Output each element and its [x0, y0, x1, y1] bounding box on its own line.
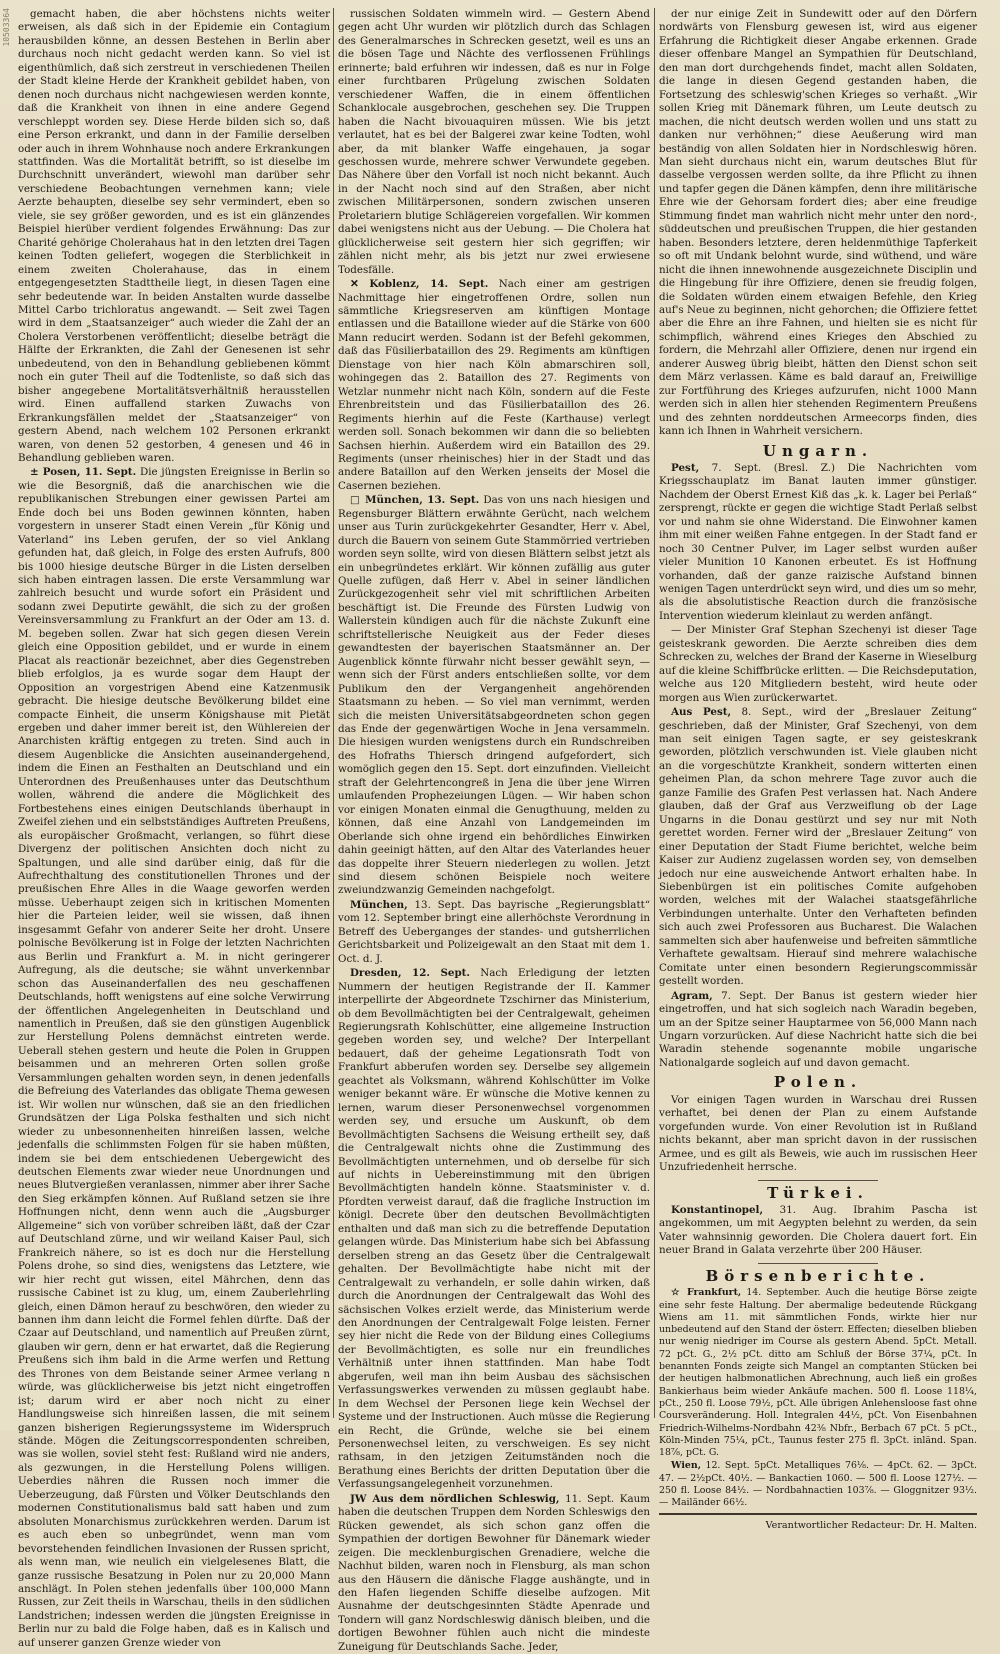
editor-credit: Verantwortlicher Redacteur: Dr. H. Malten. — [765, 1519, 977, 1531]
column-rule — [654, 8, 655, 1418]
report-wien — [659, 1460, 977, 1509]
article-dresden — [338, 967, 650, 1492]
column-2 — [338, 8, 651, 1653]
article-muenchen-text: Das von uns nach hiesigen und Regensburger Blättern erwähnte Gerücht, nach welchem unser aus Turin zurückgekehrter Gesandter, Herr v. Abel, durch die Bauern von seinem Gute Stammörried vertrieben worden seyn sollte, wird von diesen Blättern selbst jetzt als ein unbegründetes erklärt. Wir können zufällig aus guter Quelle zufügen, daß Herr v. Abel in seiner ländlichen Zurückgezogenheit sehr viel mit schriftlichen Arbeiten beschäftigt ist. Die Freunde des Fürsten Ludwig von Wallerstein kündigen auch für die nächste Zukunft eine schriftstellerische Neuigkeit aus der Feder dieses gewandtesten der bayerischen Staatsmänner an. Der Augenblick könnte fürwahr nicht besser gewählt seyn, — wenn sich der Fürst anders entschließen sollte, vor dem Publikum den der Vergangenheit angehörenden Staatsmann zu heben. — So viel man vernimmt, werden sich die meisten Universitätsabgeordneten schon gegen das Ende der gegenwärtigen Woche in Jena versammeln. Die hiesigen wurden wenigstens durch ein Rundschreiben des Hofraths Thiersch dringend aufgefordert, sich womöglich gegen den 15. Sept. dort einzufinden. Vielleicht straft der Gelehrtencongreß in Jena die über jene Wirren umlaufenden Prophezeiungen Lügen. — Wir haben schon vor einigen Monaten einmal die Genugthuung, melden zu können, daß eine Anzahl von Landgemeinden im Oberlande sich ohne irgend ein behördliches Einwirken dahin geeinigt hätten, auf den Altar des Vaterlandes heuer das doppelte ihrer Steuern niederlegen zu wollen. Jetzt sind diesem schönen Beispiele noch weitere zweiundzwanzig Gemeinden nachgefolgt. — [338, 494, 650, 897]
column-1 — [18, 8, 330, 1649]
article-pest-szechenyi: — Der Minister Graf Stephan Szechenyi ist dieser Tage geisteskrank geworden. Die Aerzte schreiben dies dem Schrecken zu, welches der Brand der Kaserne in Wieselburg auf die kleine Schiffbrücke erlitten. — Die Reichsdeputation, welche aus 120 Mitgliedern besteht, wird heute oder morgen aus Wien zurückerwartet. — [659, 624, 977, 704]
divider — [758, 1180, 878, 1181]
article-berlin-continued: russischen Soldaten wimmeln wird. — Gestern Abend gegen acht Uhr wurden wir plötzlich durch das Schlagen des Generalmarsches in Schrecken gesetzt, weil es uns an die bösen Tage und Nächte des verflossenen Frühlings erinnerte; bald erfuhren wir indessen, daß es nur in Folge einer furchtbaren Prügelung zwischen Soldaten verschiedener Waffen, die in einem öffentlichen Schanklocale ausgebrochen, geschehen sey. Die Truppen haben die Nacht bivouaquiren müssen. Wie bis jetzt verlautet, hat es bei der Balgerei zwar keine Todten, wohl aber, da mit blanker Waffe eingehauen, ja sogar geschossen wurde, mehrere schwer Verwundete gegeben. Das Nähere über den Vorfall ist noch nicht bekannt. Auch in der Nacht noch sind auf den Straßen, aber nicht zwischen Militärpersonen, sondern zwischen unseren Proletariern blutige Schlägereien vorgefallen. Wir kommen dabei wenigstens nicht aus der Uebung. — Die Cholera hat glücklicherweise seit gestern hier sich gegriffen; wir zählen nicht mehr, als bis jetzt nur zwei erwiesene Todesfälle. — [338, 8, 650, 276]
article-koblenz-text: Nach einer am gestrigen Nachmittage hier eingetroffenen Ordre, sollen nun sämmtliche Kriegsreserven am künftigen Montage entlassen und die Bataillone wieder auf die Stärke von 600 Mann reducirt werden. Sodann ist der Befehl gekommen, daß das Füsilierbataillon des 29. Regiments am künftigen Dienstage von hier nach Köln abmarschiren soll, wohingegen das 2. Bataillon des 27. Regiments von Wetzlar nunmehr nicht nach Köln, sondern auf die Feste Ehrenbreitstein und das Füsilierbataillon des 26. Regiments hierhin auf die Feste (Karthause) verlegt werden soll. Sonach bekommen wir dann die so beliebten Sachsen hierhin. Außerdem wird ein Bataillon des 29. Regiments (unser rheinisches) hier in der Stadt und das andere Bataillon auf den Werken jenseits der Mosel die Casernen beziehen. — [338, 278, 651, 492]
dateline-muenchen: □ München, 13. Sept. — [350, 494, 480, 507]
column-3 — [659, 8, 977, 1531]
article-aus-pest — [659, 706, 977, 989]
section-heading-boersenberichte: Börsenberichte. — [705, 1266, 931, 1285]
dateline-konstantinopel: Konstantinopel, — [671, 1203, 764, 1216]
dateline-wien: Wien, — [671, 1460, 701, 1472]
dateline-schleswig: JW Aus dem nördlichen Schleswig, — [350, 1492, 560, 1505]
column-rule — [333, 8, 334, 1418]
dateline-koblenz: ✕ Koblenz, 14. Sept. — [350, 278, 489, 291]
dateline-frankfurt: ☆ Frankfurt, — [671, 1287, 742, 1299]
article-pest-text: 7. Sept. (Bresl. Z.) Die Nachrichten vom Kriegsschauplatz im Banat lauten immer günstiger. Nachdem der Oberst Ernest Kiß das „k. k. Lager bei Perlaß“ zersprengt, rückte er gegen die wichtige Stadt Perlaß selbst vor und nahm sie ohne Widerstand. Die Einwohner kamen ihm mit einer weißen Fahne entgegen. In der Stadt fand er noch 30 Centner Pulver, im Lager selbst wurden außer vieler Munition 10 Kanonen erbeutet. Es ist Hoffnung vorhanden, daß der ganze raizische Aufstand binnen wenigen Tagen unterdrückt seyn wird, und dies um so mehr, als die absolutistische Reaction durch die französische Intervention wiederum kleinlaut zu werden anfängt. — [659, 461, 977, 622]
library-stamp: 10503364 — [2, 8, 11, 47]
article-muenchen — [338, 494, 650, 898]
article-posen-text: Die jüngsten Ereignisse in Berlin so wie die Besorgniß, daß die anarchischen wie die republikanischen Strebungen einer gewissen Partei am Ende doch bei uns Boden gewinnen könnten, haben vorgestern in unserer Stadt einen Verein „für König und Vaterland“ ins Leben gerufen, der so viel Anklang gefunden hat, daß gleich, in Folge des ersten Aufrufs, 800 bis 1000 hiesige deutsche Bürger in die Listen derselben sich haben eintragen lassen. Die erste Versammlung war zahlreich besucht und wurde sofort ein Präsident und sodann zwei Deputirte gewählt, die sich zu der großen Vereinsversammlung zu Frankfurt an der Oder am 13. d. M. begeben sollen. Zwar hat sich gegen diesen Verein gleich eine Opposition gebildet, und er wurde in einem Placat als reactionär bezeichnet, aber dies Gegenstreben blieb erfolglos, ja es wurde sogar dem Haupt der Opposition an vorgestrigen Abend eine Katzenmusik gebracht. Die hiesige deutsche Bevölkerung bildet eine compacte Einheit, die unserm Königshause mit Pietät ergeben und daher immer bereit ist, den Wühlereien der Anarchisten kräftig entgegen zu treten. Sind auch in diesem Augenblicke die Ansichten auseinandergehend, indem die Einen an Festhalten an Deutschland und ein Unterordnen des Preußenhauses unter das Deutschthum wollen, während die andere die Möglichkeit des Fortbestehens eines einigen Deutschlands überhaupt in Zweifel ziehen und ein selbstständiges Auftreten Preußens, als europäischer Großmacht, verlangen, so führt diese Divergenz der politischen Ansichten doch nicht zu Spaltungen, und alle sind darüber einig, daß für die Aufrechthaltung des constitutionellen Thrones und der preußischen Ehre Alles in die Waage geworfen werden müsse. Ueberhaupt zeigen sich in kritischen Momenten hier die Parteien leider, weil sie wissen, daß ihnen insgesammt Gefahr von anderer Seite her droht. Unsere polnische Bevölkerung ist in Folge der letzten Nachrichten aus Berlin und Frankfurt a. M. in nicht geringerer Aufregung, als die deutsche; sie wähnt unverkennbar schon das Auseinanderfallen des neu geschaffenen Deutschlands, hofft wenigstens auf eine solche Verwirrung der öffentlichen Angelegenheiten in Deutschland und namentlich in Preußen, daß sie den günstigen Augenblick zur Herstellung Polens demnächst eintreten werde. Ueberall stehen gestern und heute die Polen in Gruppen beisammen und an mehreren Orten sollen große Versammlungen gehalten worden seyn, in denen jedenfalls die Befreiung des Vaterlandes das obligate Thema gewesen ist. Wir wollen nur wünschen, daß sie an den friedlichen Grundsätzen der Liga Polska festhalten und sich nicht wieder zu unbesonnenheiten hinreißen lassen, welche jedenfalls die schlimmsten Folgen für sie haben müßten, indem sie bei dem entschiedenen Uebergewicht des deutschen Elements zwar wieder neue Unordnungen und neues Blutvergießen veranlassen, nimmer aber ihrer Sache den Sieg erkämpfen können. Auf Rußland setzen sie ihre Hoffnungen nicht, denn wenn auch die „Augsburger Allgemeine“ sich von vorüber schreiben läßt, daß der Czar auf Deutschland zürne, und wir weiland Kaiser Paul, sich Frankreich nähere, so ist es doch nur die Herstellung Polens drohe, so sind dies, wenigstens das Letztere, wie wir hier recht gut wissen, eitel Mährchen, denn das russische Cabinet ist zu klug, um, einem Zauberlehrling gleich, einen Dämon herauf zu beschwören, den wieder zu bannen ihm dann leicht die Formel fehlen dürfte. Daß der Czaar auf Deutschland, und namentlich auf Preußen zürnt, glauben wir gern, denn er hat erwartet, daß die Regierung Preußens sich ihm bald in die Arme werfen und Rettung des Thrones von dem Beistande seiner Armee verlang n würde, was glücklicherweise bis jetzt nicht eingetroffen ist; darum wird er aber noch nicht zu einer Handlungsweise sich hinreißen lassen, die mit seinem ganzen bisherigen Regierungssysteme im Widerspruch stände. Mögen die Zeitungscorrespondenten schreiben, was sie wollen, soviel steht fest: Rußland wird nie anders, als gezwungen, in die Herstellung Polens willigen. Ueberdies nähren die Russen noch immer die Ueberzeugung, daß Fürsten und Völker Deutschlands den modernen Constitutionalismus bald satt haben und zum absoluten Monarchismus zurückkehren werden. Darum ist es auch eben so unbegründet, wenn man vom bevorstehenden feindlichen Invasionen der Russen spricht, als wenn man, wie neulich ein vielgelesenes Blatt, die ganze russische Besatzung in Polen nur zu 20,000 Mann anschlägt. In Polen stehen jedenfalls über 100,000 Mann Russen, zur Zeit theils in Warschau, theils in den südlichen Landstrichen; indessen werden die jüngsten Ereignisse in Berlin nur zu bald die Folge haben, daß es in Kalisch und auf unserer ganzen Grenze wieder von — [18, 466, 330, 1649]
article-koblenz — [338, 278, 650, 493]
article-pest — [659, 462, 977, 623]
divider — [659, 1513, 977, 1515]
article-muenchen-2-text: 13. Sept. Das bayrische „Regierungsblatt“ vom 12. September bringt eine allerhöchste Verordnung in Betreff des Ueberganges der standes- und gutsherrlichen Gerichtsbarkeit und Polizeigewalt an den Staat mit dem 1. Oct. d. J. — [338, 898, 650, 965]
section-heading-polen: Polen. — [773, 1073, 863, 1092]
dateline-dresden: Dresden, 12. Sept. — [350, 967, 471, 980]
article-schleswig-continued: der nur einige Zeit in Sundewitt oder auf den Dörfern nordwärts von Flensburg gewesen ist, wird aus eigener Erfahrung die Richtigkeit dieser Angabe erkennen. Grade dieser offenbare Mangel an Sympathien für Deutschland, den man dort durchgehends findet, macht allen Soldaten, die lange in diesen Gegend gestanden haben, die Fortsetzung des schleswig'schen Krieges so verhaßt. „Wir sollen Krieg mit Dänemark führen, um Leute deutsch zu machen, die nicht deutsch werden wollen und uns statt zu danken nur verhöhnen;“ diese Aeußerung wird man beständig von allen Soldaten hier in Nordschleswig hören. Man sieht durchaus nicht ein, warum deutsches Blut für dasselbe vergossen werden sollte, da ihre Pflicht zu ihnen und tapfer gegen die Dänen kämpfen, denn ihre militärische Ehre wie der Gehorsam fordert dies; aber eine freudige Stimmung findet man wahrlich nicht mehr unter den nord-, süddeutschen und preußischen Truppen, die hier gestanden haben. Besonders letztere, deren heldenmüthige Tapferkeit so oft mit Undank belohnt wurde, sind wüthend, und wäre nicht die ihnen innewohnende ausgezeichnete Disciplin und die Hingebung für ihre Offiziere, denen sie freudig folgen, die Soldaten würden einem etwaigen Befehle, den Krieg auf's Neue zu beginnen, nicht gehorchen; die Offiziere fettet aber die Ehre an ihre Fahnen, und hielten sie es nicht für schimpflich, während eines Krieges den Abschied zu fordern, die Mehrzahl aller Offiziere, denen nur irgend ein anderer Ausweg übrig bleibt, hätten den Dienst schon seit dem März verlassen. Käme es bald darauf an, Freiwillige zur Fortführung des Krieges aufzurufen, nicht 1000 Mann werden sich in allen hier stehenden Regimentern Preußens und des zehnten norddeutschen Armeecorps finden, dies kann ich Ihnen in Wahrheit versichern. — [659, 8, 977, 438]
dateline-aus-pest: Aus Pest, — [671, 706, 732, 719]
dateline-muenchen-2: München, — [350, 898, 408, 911]
divider — [758, 1263, 878, 1264]
article-posen — [18, 466, 330, 1650]
dateline-pest: Pest, — [671, 461, 700, 474]
report-frankfurt — [659, 1287, 977, 1459]
section-heading-ungarn: Ungarn. — [762, 441, 874, 460]
article-agram-text: 7. Sept. Der Banus ist gestern wieder hier eingetroffen, und hat sich sogleich nach Waradin begeben, um an der Spitze seiner Hauptarmee von 56,000 Mann nach Ungarn vorzurücken. Auf diese Nachricht hatte sich die bei Waradin stehende sogenannte mobile ungarische Nationalgarde sogleich auf und davon gemacht. — [659, 989, 977, 1069]
article-konstantinopel — [659, 1204, 977, 1258]
article-dresden-text: Nach Erledigung der letzten Nummern der heutigen Registrande der II. Kammer interpellirte der Abgeordnete Tzschirner das Ministerium, ob dem Bevollmächtigten bei der Centralgewalt, geheimen Regierungsrath Kohlschütter, eine allgemeine Instruction gegeben worden sey, und welche? Der Interpellant bedauert, daß der geheime Legationsrath Todt von Frankfurt abberufen worden sey. Derselbe sey allgemein geachtet als Volksmann, während Kohlschütter im Volke weniger bekannt wäre. Er wünsche die Motive kennen zu lernen, warum dieser Personenwechsel vorgenommen werden sey, und ersuche um Auskunft, ob dem Bevollmächtigten Sachsens die Weisung ertheilt sey, daß die Centralgewalt nichts ohne die Zustimmung des Bevollmächtigten unternehmen, und ob derselbe für sich auf nichts in Uebereinstimmung mit den übrigen Bevollmächtigten handeln könne. Staatsminister v. d. Pfordten verweist darauf, daß die fragliche Instruction im königl. Decrete über den deutschen Bevollmächtigten enthalten und daß man sich zu die betreffende Deputation gelangen würde. Das Ministerium habe sich bei Abfassung derselben streng an das Gesetz über die Centralgewalt gehalten. Der Bevollmächtigte habe nicht mit der Centralgewalt zu verhandeln, er solle dahin wirken, daß durch die Anordnungen der Centralgewalt das Wohl des sächsischen Volkes erzielt werde, das Ministerium werde den Anordnungen der Centralgewalt Folge leisten. Ferner sey hier nicht die Rede von der Bildung eines Collegiums der Bevollmächtigten, es solle nur ein freundliches Verhältniß unter ihnen stattfinden. Man habe Todt abgerufen, weil man ihn beim Ausbau des sächsischen Verfassungswerkes verwenden zu müssen geglaubt habe. In dem Wechsel der Personen liege kein Wechsel der Systeme und der Instructionen. Auch müsse die Regierung ein Recht, die Gründe, welche sie bei einem Personenwechsel leiten, zu verschweigen. Es sey nicht rathsam, in den jetzigen Zeitumständen noch die Berathung eines Berichts der dritten Deputation über die Verfassungsangelegenheit vorzunehmen. — [338, 967, 651, 1491]
report-frankfurt-text: 14. September. Auch die heutige Börse zeigte eine sehr feste Haltung. Der abermalige bedeutende Rückgang Wiens am 11. mit sämmtlichen Fonds, wirkte hier nur unbedeutend auf den Stand der österr. Effecten; dieselben blieben nur wenig niedriger im Course als gestern Abend. 5pCt. Metall. 72 pCt. G., 2½ pCt. ditto am Schluß der Börse 37¼, pCt. In benannten Fonds zeigte sich Mangel an comptanten Stücken bei der heutigen halbmonatlichen Abrechnung, auch ließ ein großes Bankierhaus beim wieder Ankäufe machen. 500 fl. Loose 118¼, pCt., 250 fl. Loose 79½, pCt. Alle übrigen Anlehensloose fast ohne Coursveränderung. Holl. Integralen 44½, pCt. Von Eisenbahnen Friedrich-Wilhelms-Nordbahn 42⅜ Nbfr., Berbach 67 pCt. 5 pCt., Köln-Minden 75¼, pCt., Taunus fester 275 fl. 3pCt. inländ. Span. 18⅞, pCt. G. — [659, 1287, 977, 1459]
dateline-agram: Agram, — [671, 989, 713, 1002]
article-konstantinopel-text: 31. Aug. Ibrahim Pascha ist angekommen, um mit Aegypten belehnt zu werden, da sein Vater wahnsinnig geworden. Die Cholera dauert fort. Ein neuer Brand in Galata verzehrte über 200 Häuser. — [659, 1203, 977, 1257]
article-berlin-cholera: gemacht haben, die aber höchstens nichts weiter erweisen, als daß sich in der Epidemie ein Contagium herausbilden könne, an dessen Bestehen in Berlin aber durchaus noch nicht gedacht werden kann. So viel ist eigenthümlich, daß sich zerstreut in verschiedenen Theilen der Stadt kleine Herde der Krankheit gebildet haben, von denen noch durchaus nicht nachgewiesen werden konnte, daß die Krankheit von ihnen in eine andere Gegend verschleppt worden sey. Diese Herde bilden sich so, daß eine Person erkrankt, und dann in der Familie derselben oder auch in ihrem Wohnhause noch andere Erkrankungen stattfinden. Was die Mortalität betrifft, so ist dieselbe im Durchschnitt unverändert, wiewohl man darüber sehr verschiedene Beobachtungen vernehmen kann; viele Aerzte behaupten, dieselbe sey sehr vermindert, eben so viele, sie sey größer geworden, und es ist ein glänzendes Beispiel hierüber verdient folgendes Erwähnung: Das zur Charité gehörige Cholerahaus hat in den letzten drei Tagen keinen Todten geliefert, wogegen die Sterblichkeit in einem zweiten Cholerahause, das in einem entgegengesetzten Stadttheile liegt, in diesen Tagen eine sehr bedeutende war. In beiden Anstalten wurde dasselbe Mittel Carbo trichloratus angewandt. — Seit zwei Tagen wird in dem „Staatsanzeiger“ auch wieder die Zahl der an Cholera Verstorbenen veröffentlicht; dieselbe beträgt die Hälfte der Erkrankten, die Zahl der Genesenen ist sehr unbedeutend, von den in Behandlung gebliebenen kömmt noch ein guter Theil auf die Todtenliste, so daß sich das bisher angegebene Mortalitätsverhältniß herausstellen wird. Einen auffallend starken Zuwachs von Erkrankungsfällen meldet der „Staatsanzeiger“ von gestern Abend, nach welchem 102 Personen erkrankt waren, von denen 52 gestorben, 4 genesen und 46 in Behandlung geblieben waren. — [18, 8, 330, 464]
article-aus-pest-text: 8. Sept., wird der „Breslauer Zeitung“ geschrieben, daß der Minister, Graf Szechenyi, von dem man seit einigen Tagen sagte, er sey geisteskrank geworden, plötzlich verschwunden ist. Viele glauben nicht an die vorgeschützte Krankheit, sondern witterten einen geheimen Plan, da schon mehrere Tage zuvor auch die ganze Familie des Grafen Pest verlassen hat. Nach Andere glauben, daß der Graf aus Verzweiflung ob der Lage Ungarns in die Donau gestürzt und sey nur mit Noth gerettet worden. Ferner wird der „Breslauer Zeitung“ von einer Deputation der Stadt Fiume berichtet, welche beim Kaiser zur Audienz zugelassen worden sey, von demselben jedoch nur eine ausweichende Antwort erhalten habe. In Siebenbürgen ist ein politisches Comite aufgehoben worden, welches mit der Walachei staatsgefährliche Verbindungen unterhalte. Unter den Verhafteten befinden sich auch zwei Professoren aus Bucharest. Die Walachen sammelten sich aber haufenweise und befreiten sämmtliche Verhaftete gewaltsam. Hierauf sind mehrere walachische Comitate unter einen besondern Regierungscommissär gestellt worden. — [659, 706, 977, 988]
article-agram — [659, 990, 977, 1071]
article-schleswig-text: 11. Sept. Kaum haben die deutschen Truppen dem Norden Schleswigs den Rücken gewendet, als sich schon ganz offen die Sympathien der dortigen Bewohner für Dänemark wieder zeigen. Die mecklenburgischen Grenadiere, welche die Nachhut bilden, waren noch in Flensburg, als man schon aus den Häusern die dänische Flagge aushängte, und in den Hafen liegenden Schiffe dieselbe aufzogen. Mit Ausnahme der deutschgesinnten Städte Apenrade und Tondern will ganz Nordschleswig dänisch bleiben, und die dortigen Bewohner fühlen auch nicht die mindeste Zuneigung für Deutschlands Sache. Jeder, — [338, 1492, 650, 1653]
dateline-posen: ± Posen, 11. Sept. — [30, 466, 137, 479]
article-schleswig — [338, 1493, 650, 1654]
report-wien-text: 12. Sept. 5pCt. Metalliques 76⅛. — 4pCt. 62. — 3pCt. 47. — 2½pCt. 40½. — Bankactien 1060. — 500 fl. Loose 127½. — 250 fl. Loose 84½. — Nordbahnactien 103⅞. — Gloggnitzer 93½. — Mailänder 66½. — [659, 1460, 977, 1509]
article-muenchen-2 — [338, 899, 650, 966]
section-heading-tuerkei: Türkei. — [767, 1183, 869, 1202]
article-polen: Vor einigen Tagen wurden in Warschau drei Russen verhaftet, bei denen der Plan zu einem Aufstande vorgefunden wurde. Von einer Revolution ist in Rußland nichts bekannt, aber man spricht davon in der russischen Armee, und es gilt als Beweis, wie auch im russischen Heer Unzufriedenheit herrsche. — [659, 1093, 977, 1174]
